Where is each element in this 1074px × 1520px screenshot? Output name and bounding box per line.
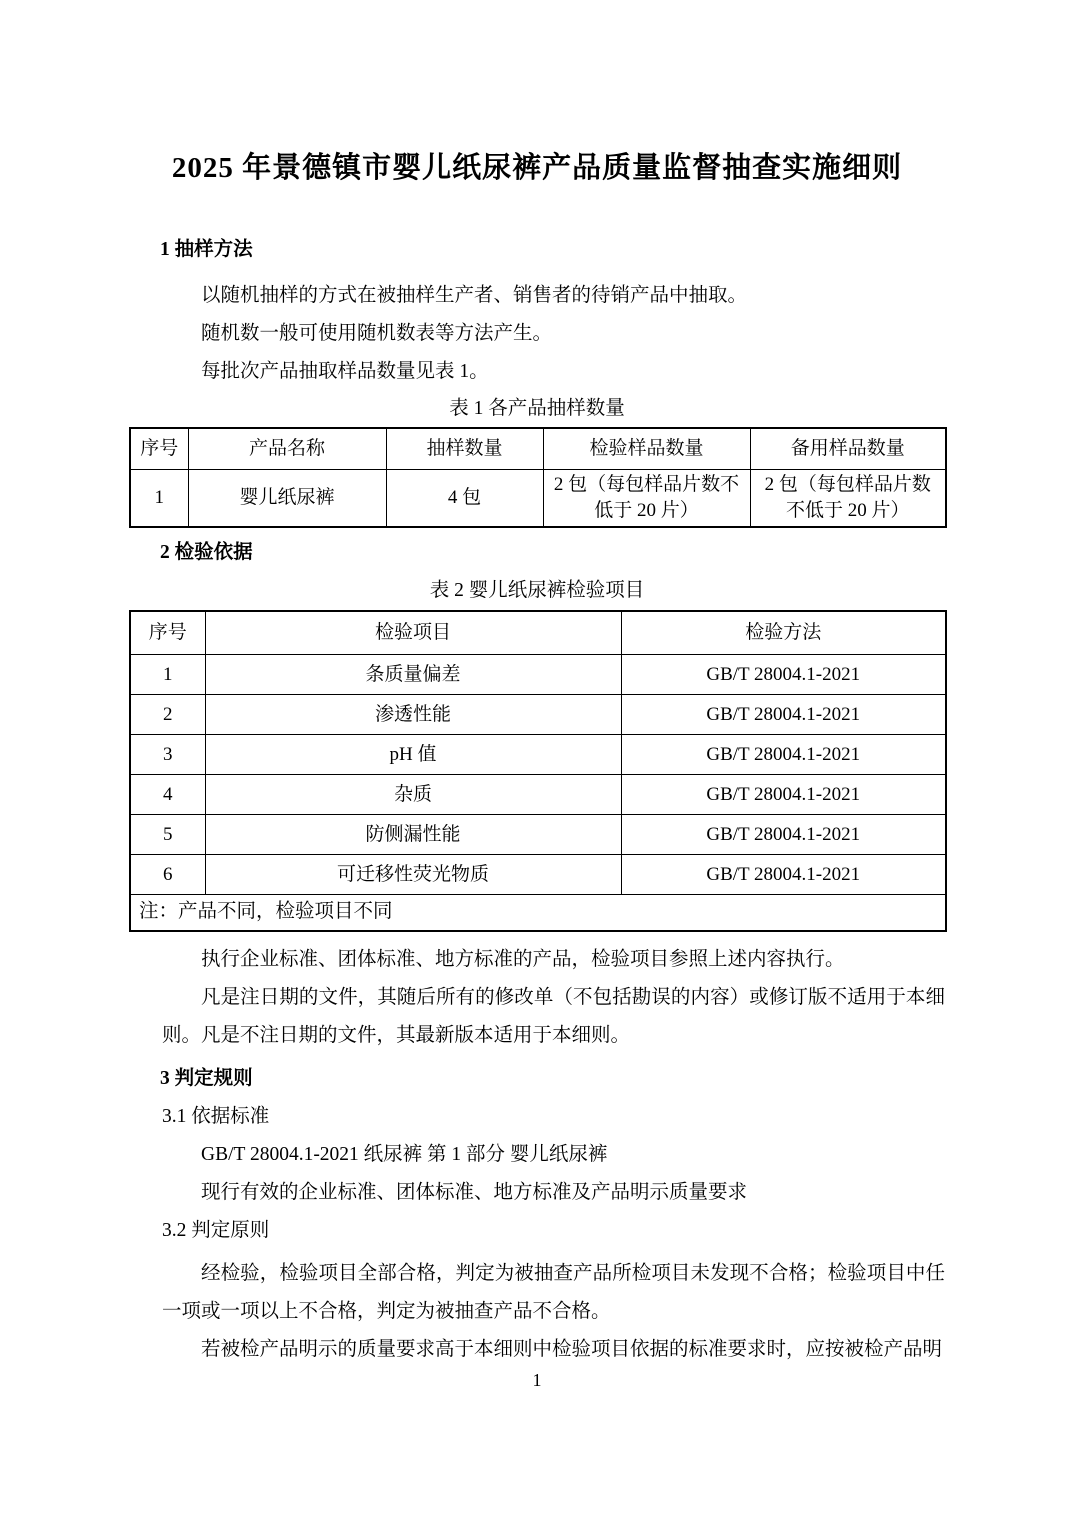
table2-cell-seq: 4 <box>130 775 205 815</box>
section1-paragraph-3: 每批次产品抽取样品数量见表 1。 <box>201 361 489 382</box>
section1-heading: 1 抽样方法 <box>160 239 253 260</box>
table2-data-row <box>130 655 946 695</box>
table1-cell-test-qty: 2 包（每包样品片数不低于 20 片） <box>543 469 750 527</box>
section1-paragraph-2: 随机数一般可使用随机数表等方法产生。 <box>201 323 553 344</box>
section3-heading: 3 判定规则 <box>160 1067 253 1089</box>
section32-paragraph-2: 若被检产品明示的质量要求高于本细则中检验项目依据的标准要求时，应按被检产品明 <box>201 1338 943 1360</box>
table1-cell-seq: 1 <box>130 469 188 527</box>
after-table2-paragraph-2: 凡是注日期的文件，其随后所有的修改单（不包括勘误的内容）或修订版不适用于本细则。凡是不注日期的文件，其最新版本适用于本细则。 <box>162 986 945 1046</box>
table2-cell-seq: 6 <box>130 855 205 895</box>
after-table2-paragraph-1: 执行企业标准、团体标准、地方标准的产品，检验项目参照上述内容执行。 <box>201 948 845 970</box>
table2-note-row <box>130 895 946 931</box>
table2-cell-method: GB/T 28004.1-2021 <box>621 655 946 695</box>
table1-header-cell: 产品名称 <box>188 428 386 469</box>
section32-heading: 3.2 判定原则 <box>162 1219 270 1241</box>
table1-sampling-quantity <box>129 427 947 528</box>
table2-cell-item: 防侧漏性能 <box>205 815 621 855</box>
table2-cell-method: GB/T 28004.1-2021 <box>621 815 946 855</box>
table1-header-cell: 序号 <box>130 428 188 469</box>
table2-header-cell: 序号 <box>130 611 205 655</box>
table1-data-row <box>130 469 946 527</box>
table2-inspection-items <box>129 610 947 932</box>
table1-header-cell: 抽样数量 <box>386 428 543 469</box>
table2-data-row <box>130 855 946 895</box>
table2-cell-seq: 5 <box>130 815 205 855</box>
table2-cell-item: pH 值 <box>205 735 621 775</box>
table2-data-row <box>130 775 946 815</box>
table2-cell-item: 条质量偏差 <box>205 655 621 695</box>
table2-note: 注：产品不同，检验项目不同 <box>130 895 946 931</box>
document-title: 2025 年景德镇市婴儿纸尿裤产品质量监督抽查实施细则 <box>171 152 903 184</box>
table2-cell-method: GB/T 28004.1-2021 <box>621 735 946 775</box>
table1-cell-backup-qty: 2 包（每包样品片数不低于 20 片） <box>750 469 946 527</box>
table2-data-row <box>130 735 946 775</box>
table1-header-cell: 检验样品数量 <box>543 428 750 469</box>
section2-heading: 2 检验依据 <box>160 541 253 563</box>
table2-caption: 表 2 婴儿纸尿裤检验项目 <box>429 579 645 601</box>
section31-heading: 3.1 依据标准 <box>162 1105 270 1127</box>
section32-paragraph-1: 经检验，检验项目全部合格，判定为被抽查产品所检项目未发现不合格；检验项目中任一项或一项以上不合格，判定为被抽查产品不合格。 <box>162 1262 945 1322</box>
table2-header-row <box>130 611 946 655</box>
page-number: 1 <box>532 1370 542 1390</box>
section31-standard-line2: 现行有效的企业标准、团体标准、地方标准及产品明示质量要求 <box>201 1181 748 1203</box>
section1-paragraph-1: 以随机抽样的方式在被抽样生产者、销售者的待销产品中抽取。 <box>201 285 748 306</box>
table1-header-row <box>130 428 946 469</box>
table2-cell-item: 可迁移性荧光物质 <box>205 855 621 895</box>
table2-cell-item: 杂质 <box>205 775 621 815</box>
section31-standard-line: GB/T 28004.1-2021 纸尿裤 第 1 部分 婴儿纸尿裤 <box>201 1143 608 1165</box>
table2-header-cell: 检验项目 <box>205 611 621 655</box>
table1-cell-product: 婴儿纸尿裤 <box>188 469 386 527</box>
table2-cell-method: GB/T 28004.1-2021 <box>621 775 946 815</box>
table2-header-cell: 检验方法 <box>621 611 946 655</box>
table2-cell-seq: 2 <box>130 695 205 735</box>
table2-cell-seq: 3 <box>130 735 205 775</box>
table2-data-row <box>130 695 946 735</box>
table2-cell-method: GB/T 28004.1-2021 <box>621 855 946 895</box>
table1-cell-sample-qty: 4 包 <box>386 469 543 527</box>
table2-cell-item: 渗透性能 <box>205 695 621 735</box>
table2-cell-seq: 1 <box>130 655 205 695</box>
table1-header-cell: 备用样品数量 <box>750 428 946 469</box>
table1-caption: 表 1 各产品抽样数量 <box>449 398 625 419</box>
table2-data-row <box>130 815 946 855</box>
table2-cell-method: GB/T 28004.1-2021 <box>621 695 946 735</box>
